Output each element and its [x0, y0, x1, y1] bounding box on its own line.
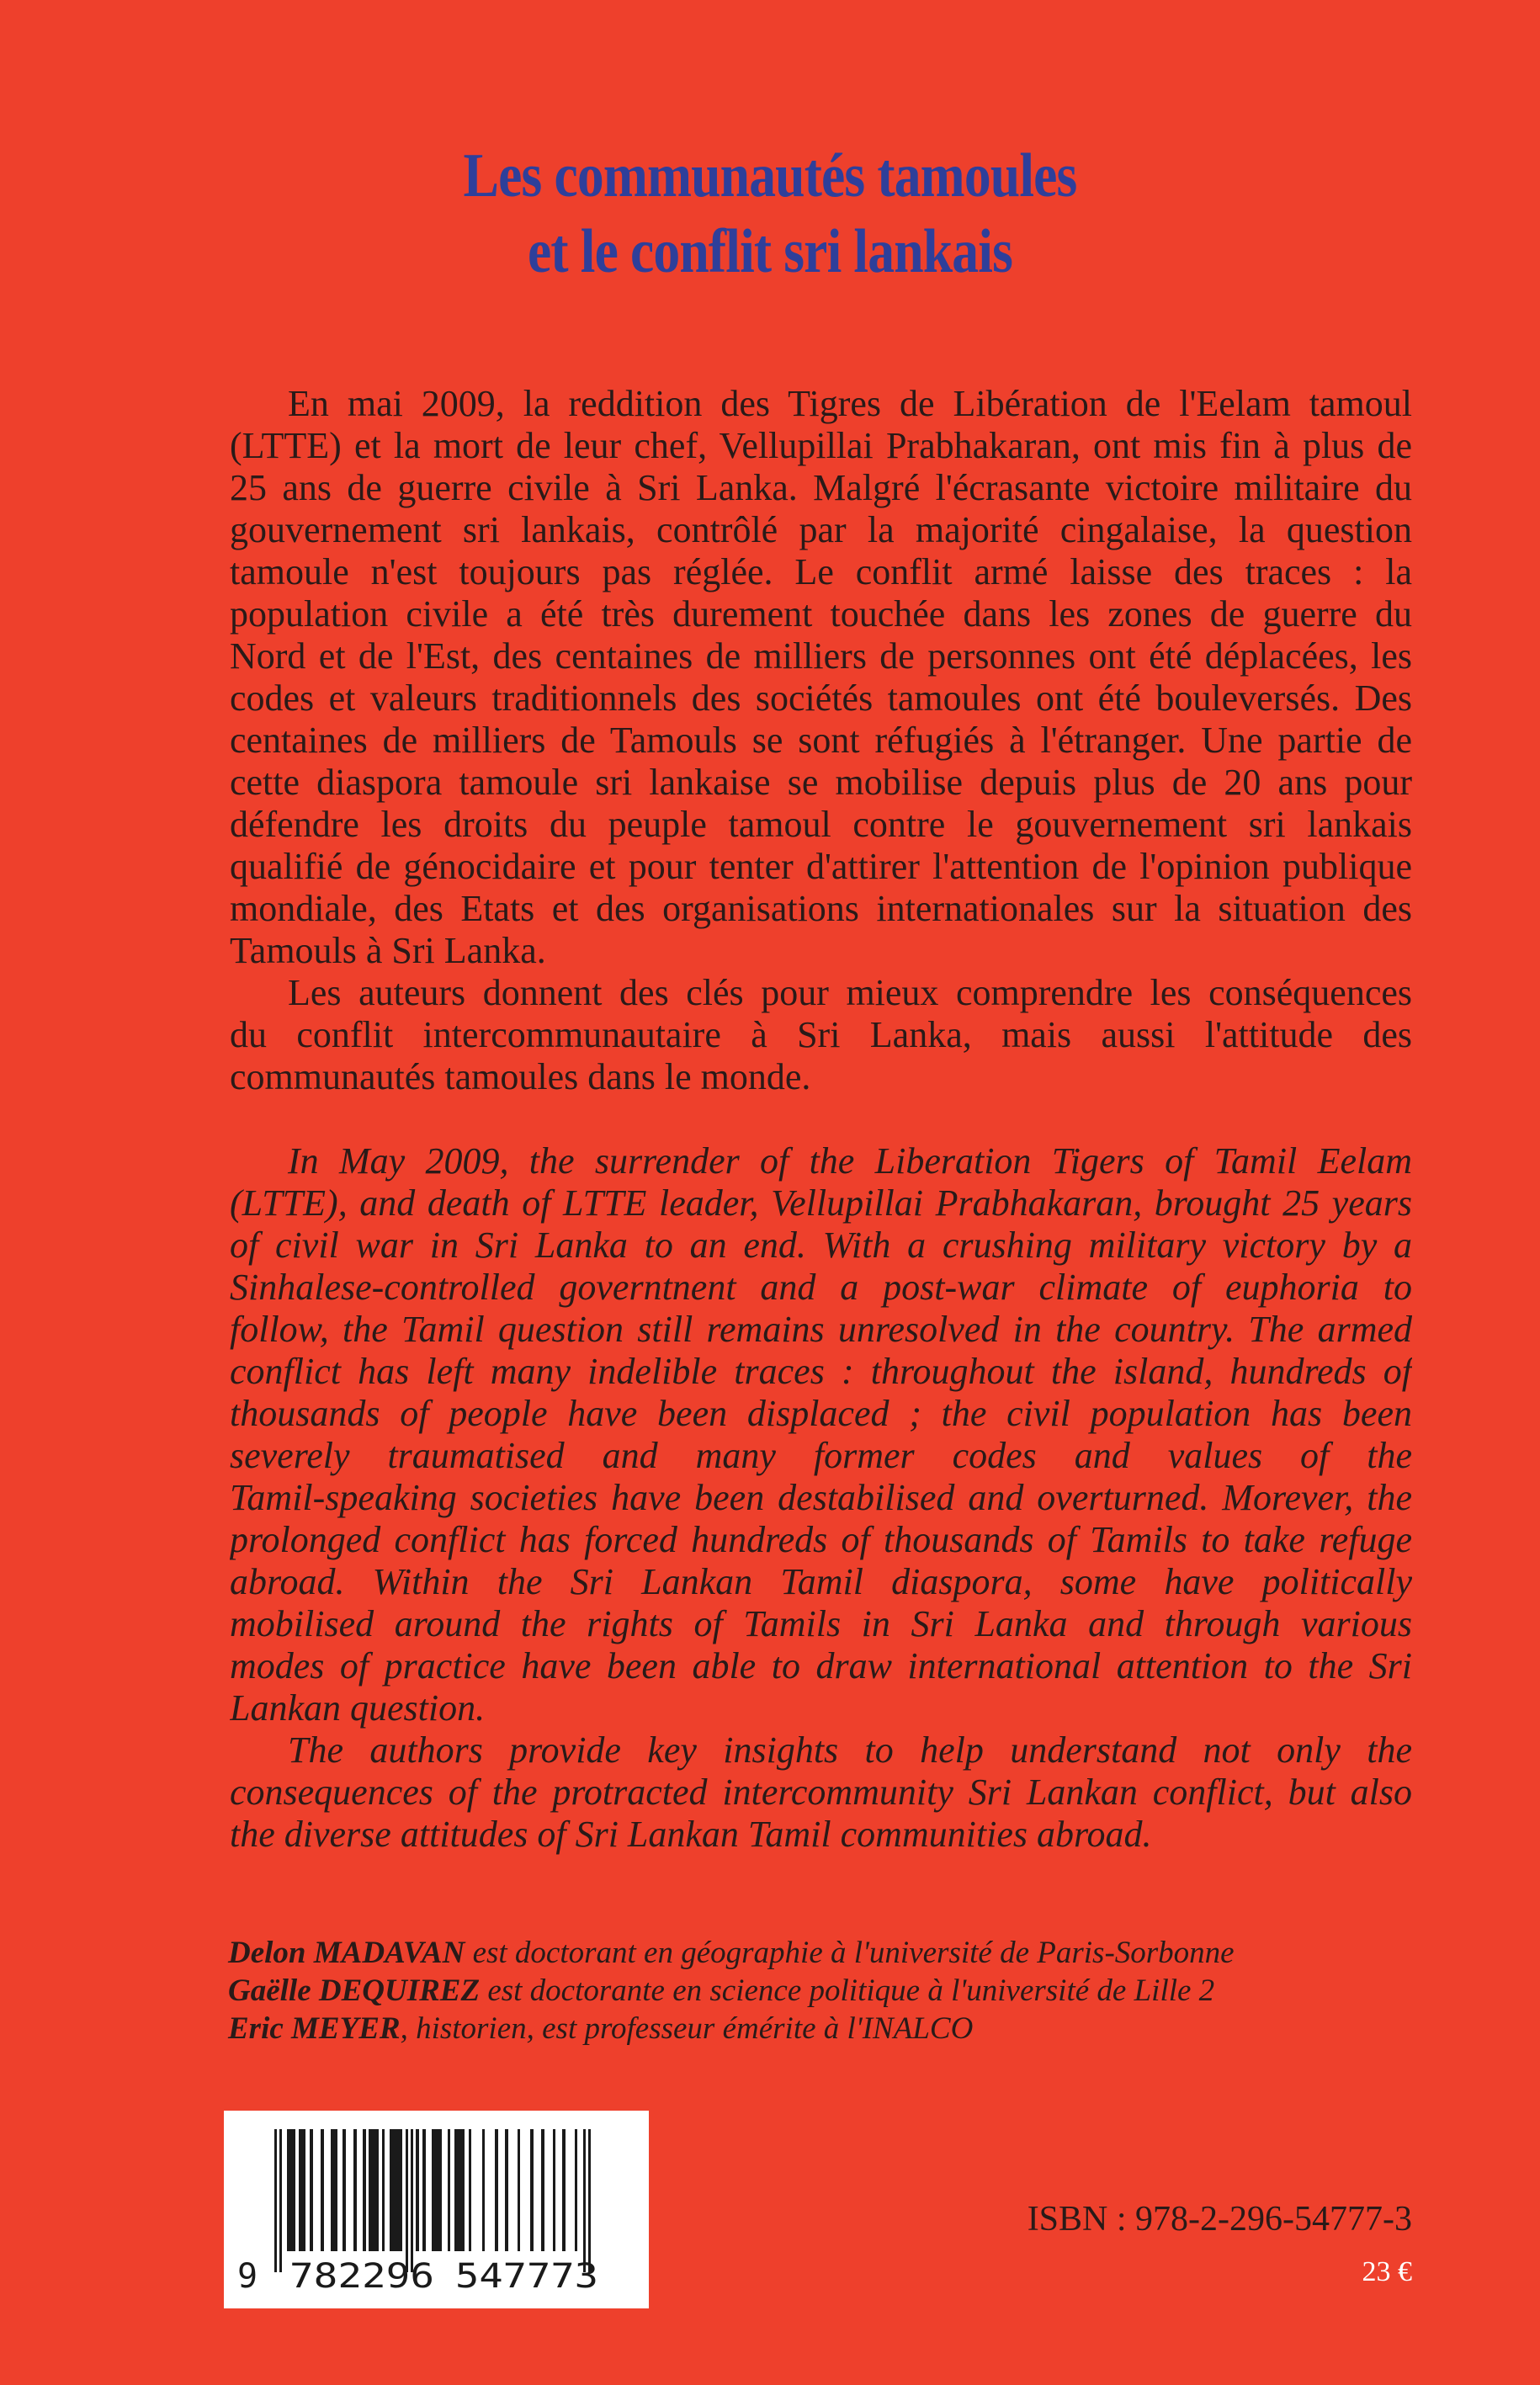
title-line-2: et le conflit sri lankais [528, 217, 1012, 286]
text-line: modes of practice have been able to draw international attention to the Sri [230, 1645, 1412, 1686]
text-line: conflict has left many indelible traces : throughout the island, hundreds of [230, 1351, 1412, 1392]
text-line: cette diaspora tamoule sri lankaise se mobilise depuis plus de 20 ans pour [230, 762, 1412, 803]
text-line: 25 ans de guerre civile à Sri Lanka. Malgré l'écrasante victoire militaire du [230, 467, 1412, 508]
french-paragraph-1 [230, 383, 1412, 972]
text-line: mobilised around the rights of Tamils in Sri Lanka and through various [230, 1603, 1412, 1644]
text-line: codes et valeurs traditionnels des sociétés tamoules ont été bouleversés. Des [230, 677, 1412, 719]
text-line: follow, the Tamil question still remains unresolved in the country. The armed [230, 1309, 1412, 1350]
barcode-icon [224, 2111, 649, 2308]
text-line: (LTTE) et la mort de leur chef, Vellupillai Prabhakaran, ont mis fin à plus de [230, 425, 1412, 466]
barcode-digits-left: 782296 [289, 2257, 434, 2296]
text-line: centaines de milliers de Tamouls se sont réfugiés à l'étranger. Une partie de [230, 720, 1412, 761]
text-line: The authors provide key insights to help understand not only the [288, 1729, 1412, 1771]
text-line: défendre les droits du peuple tamoul contre le gouvernement sri lankais [230, 804, 1412, 845]
author-bios [228, 1934, 1235, 2048]
text-line: severely traumatised and many former codes and values of the [230, 1435, 1412, 1476]
barcode [224, 2111, 649, 2308]
author-description: , historien, est professeur émérite à l'INALCO [400, 2011, 974, 2046]
author-name: Delon MADAVAN [228, 1936, 465, 1970]
author-description: est doctorant en géographie à l'université de Paris-Sorbonne [465, 1936, 1235, 1970]
text-line: Sinhalese-controlled governtnent and a post-war climate of euphoria to [230, 1267, 1412, 1308]
text-line: abroad. Within the Sri Lankan Tamil diaspora, some have politically [230, 1561, 1412, 1602]
barcode-digit-first: 9 [237, 2257, 258, 2296]
text-line: population civile a été très durement touchée dans les zones de guerre du [230, 593, 1412, 635]
text-line: In May 2009, the surrender of the Liberation Tigers of Tamil Eelam [288, 1140, 1412, 1182]
text-line: du conflit intercommunautaire à Sri Lanka, mais aussi l'attitude des [230, 1014, 1412, 1055]
text-line: (LTTE), and death of LTTE leader, Vellupillai Prabhakaran, brought 25 years [230, 1182, 1412, 1224]
text-line: mondiale, des Etats et des organisations internationales sur la situation des [230, 888, 1412, 929]
text-line: Tamil-speaking societies have been destabilised and overturned. Morever, the [230, 1477, 1412, 1518]
text-line: consequences of the protracted intercommunity Sri Lankan conflict, but also [230, 1771, 1412, 1813]
title-line-1: Les communautés tamoules [463, 141, 1077, 210]
english-paragraph-2 [230, 1729, 1412, 1856]
text-line: Nord et de l'Est, des centaines de milliers de personnes ont été déplacées, les [230, 635, 1412, 677]
french-summary [230, 383, 1412, 1098]
text-line: qualifié de génocidaire et pour tenter d'attirer l'attention de l'opinion publique [230, 846, 1412, 887]
book-title [0, 138, 1540, 289]
author-bio [228, 2010, 1235, 2048]
isbn: ISBN : 978-2-296-54777-3 [1027, 2200, 1412, 2239]
text-line: Lankan question. [230, 1687, 486, 1729]
author-name: Eric MEYER [228, 2011, 401, 2046]
french-paragraph-2 [230, 972, 1412, 1098]
text-line: communautés tamoules dans le monde. [230, 1056, 811, 1097]
text-line: Les auteurs donnent des clés pour mieux comprendre les conséquences [288, 972, 1412, 1013]
author-description: est doctorante en science politique à l'université de Lille 2 [480, 1973, 1215, 2008]
author-name: Gaëlle DEQUIREZ [228, 1973, 481, 2008]
author-bio [228, 1972, 1235, 2010]
barcode-digits-right: 547773 [455, 2257, 598, 2296]
text-line: thousands of people have been displaced ; the civil population has been [230, 1393, 1412, 1434]
english-paragraph-1 [230, 1140, 1412, 1729]
price: 23 € [1362, 2256, 1412, 2287]
text-line: prolonged conflict has forced hundreds of thousands of Tamils to take refuge [230, 1519, 1412, 1560]
text-line: gouvernement sri lankais, contrôlé par la majorité cingalaise, la question [230, 509, 1412, 550]
text-line: Tamouls à Sri Lanka. [230, 930, 546, 971]
text-line: En mai 2009, la reddition des Tigres de Libération de l'Eelam tamoul [288, 383, 1412, 424]
text-line: of civil war in Sri Lanka to an end. With a crushing military victory by a [230, 1224, 1412, 1266]
author-bio [228, 1934, 1235, 1972]
text-line: tamoule n'est toujours pas réglée. Le conflit armé laisse des traces : la [230, 551, 1412, 592]
english-summary [230, 1140, 1412, 1856]
text-line: the diverse attitudes of Sri Lankan Tamil communities abroad. [230, 1814, 1152, 1855]
